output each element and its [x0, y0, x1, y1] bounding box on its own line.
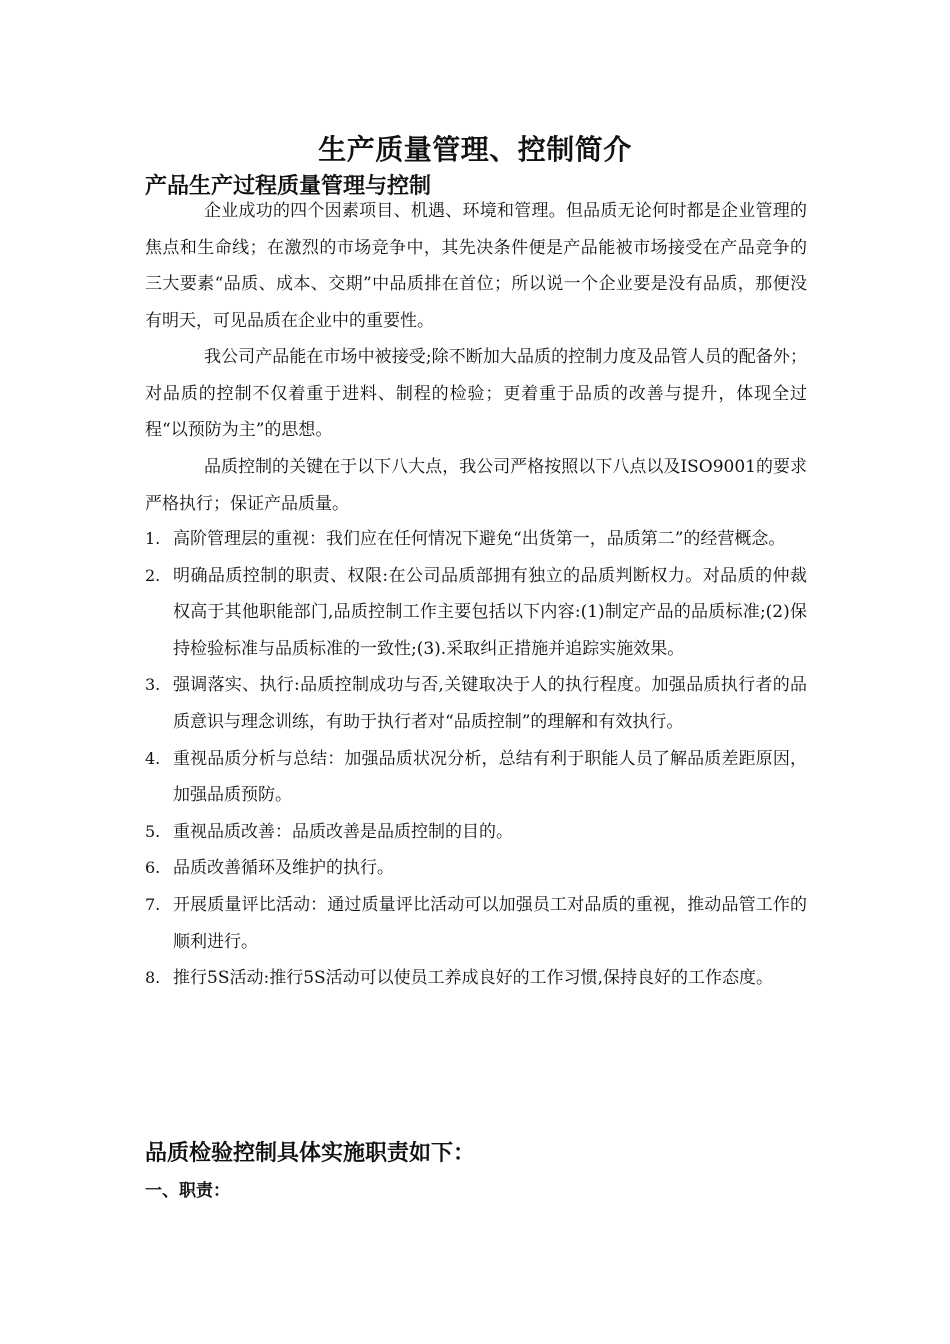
list-item-text: 品质改善循环及维护的执行。: [173, 858, 394, 879]
list-item-text: 重视品质分析与总结：加强品质状况分析，总结有利于职能人员了解品质差距原因，加强品质预防。: [173, 748, 807, 806]
list-item: [145, 960, 807, 997]
list-item-text: 高阶管理层的重视：我们应在任何情况下避免“出货第一，品质第二”的经营概念。: [173, 529, 786, 549]
list-item-text: 明确品质控制的职责、权限:在公司品质部拥有独立的品质判断权力。对品质的仲裁权高于其他职能部门,品质控制工作主要包括以下内容:(1)制定产品的品质标准;(2)保持检验标准与品质标准的一致性;(3).采取纠正措施并追踪实施效果。: [173, 565, 807, 659]
sub-heading-duties: 一、职责：: [145, 1181, 230, 1201]
section-heading-inspection-duties: 品质检验控制具体实施职责如下：: [145, 1140, 476, 1166]
list-item: [145, 741, 807, 814]
list-item-text: 开展质量评比活动：通过质量评比活动可以加强员工对品质的重视，推动品管工作的顺利进行。: [173, 894, 807, 952]
paragraph-key-points: 品质控制的关键在于以下八大点，我公司严格按照以下八点以及ISO9001的要求严格执行；保证产品质量。: [145, 457, 807, 514]
list-item: [145, 850, 807, 887]
list-item-text: 重视品质改善：品质改善是品质控制的目的。: [173, 821, 513, 842]
list-item: [145, 558, 807, 668]
list-item-number: 1.: [145, 529, 161, 548]
list-item: [145, 814, 807, 851]
list-item-number: 5.: [145, 821, 161, 841]
section-heading-process-control: 产品生产过程质量管理与控制: [145, 173, 432, 199]
list-item-text: 推行5S活动:推行5S活动可以使员工养成良好的工作习惯,保持良好的工作态度。: [173, 968, 774, 989]
document-title: 生产质量管理、控制简介: [318, 133, 632, 166]
key-points-list: [145, 521, 807, 997]
list-item-text: 强调落实、执行:品质控制成功与否,关键取决于人的执行程度。加强品质执行者的品质意识与理念训练，有助于执行者对“品质控制”的理解和有效执行。: [173, 675, 807, 732]
list-item: [145, 667, 807, 740]
list-item-number: 3.: [145, 675, 161, 695]
list-item: [145, 887, 807, 960]
paragraph-company-quality: 我公司产品能在市场中被接受;除不断加大品质的控制力度及品管人员的配备外；对品质的控制不仅着重于进料、制程的检验；更着重于品质的改善与提升，体现全过程“以预防为主”的思想。: [145, 347, 807, 441]
list-item-number: 7.: [145, 894, 161, 914]
paragraph-intro: 企业成功的四个因素项目、机遇、环境和管理。但品质无论何时都是企业管理的焦点和生命线；在激烈的市场竞争中，其先决条件便是产品能被市场接受在产品竞争的三大要素“品质、成本、交期”中品质排在首位；所以说一个企业要是没有品质，那便没有明天，可见品质在企业中的重要性。: [145, 201, 807, 331]
list-item: [145, 521, 807, 558]
list-item-number: 4.: [145, 748, 161, 768]
list-item-number: 6.: [145, 858, 161, 878]
list-item-number: 2.: [145, 565, 161, 585]
list-item-number: 8.: [145, 968, 161, 988]
